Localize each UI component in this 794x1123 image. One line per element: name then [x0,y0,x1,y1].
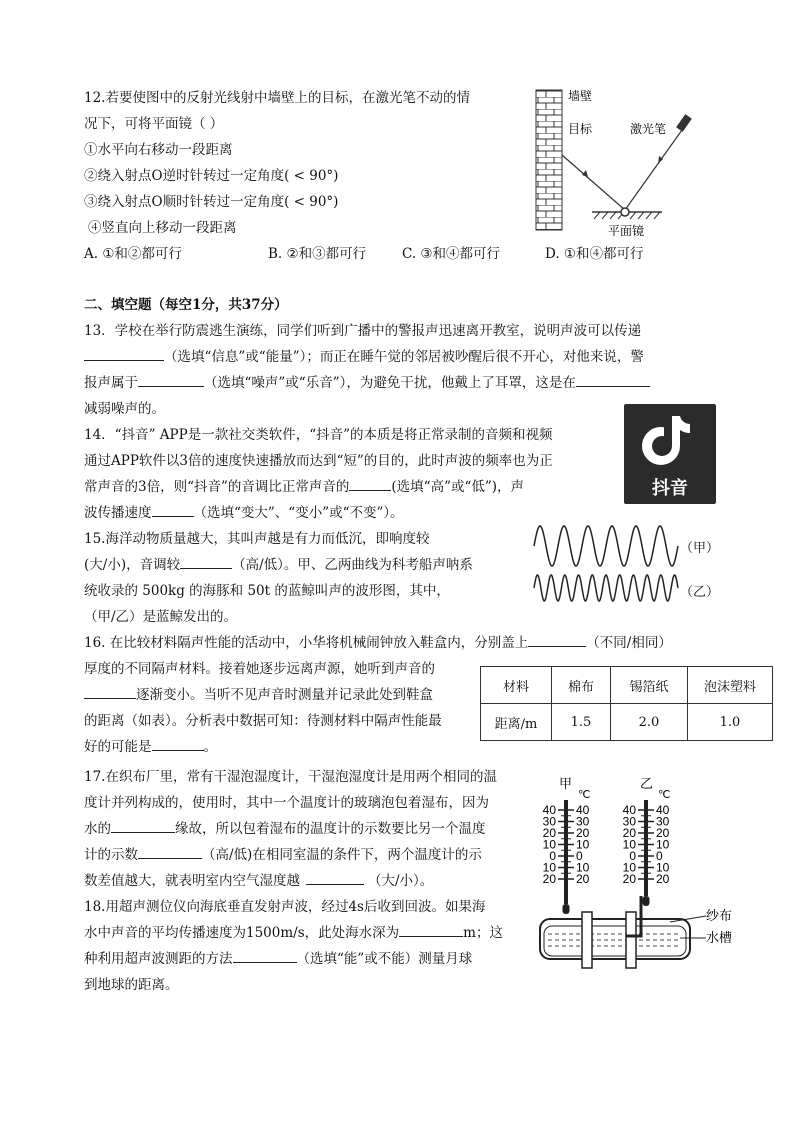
q13-line3: 报声属于 （选填“噪声”或“乐音”），为避免干扰，他戴上了耳罩，这是在 [84,370,650,396]
q18-line1: 18.用超声测位仪向海底垂直发射声波，经过4s后收到回波。如果海 [84,899,486,915]
label-jia: （甲） [680,541,720,556]
tick-label: 10 [656,860,670,875]
q16-line5: 好的可能是 。 [84,734,217,760]
gauze-label: 纱布 [706,908,733,923]
laser-label: 激光笔 [630,122,667,136]
q13-line1: 13．学校在举行防震逃生演练，同学们听到广播中的警报声迅速离开教室，说明声波可以传递 [84,323,642,339]
tick-label: 10 [576,860,590,875]
q16-line3: 逐渐变小。当听不见声音时测量并记录此处到鞋盒 [84,682,433,708]
q12-item2: ②绕入射点O逆时针转过一定角度( < 90°) [84,168,339,184]
q14-line4: 波传播速度 （选填“变大”、“变小”或“不变”）。 [84,500,404,526]
q15-line3: 统收录的 500kg 的海豚和 50t 的蓝鲸叫声的波形图，其中， [84,583,450,599]
q17-blank2[interactable] [138,843,202,859]
hygrometer-figure [530,776,750,976]
q17-blank1[interactable] [111,817,175,833]
mirror-laser-figure [530,85,710,240]
mirror-label: 平面镜 [608,224,645,238]
q16-blank2[interactable] [84,683,136,699]
table-cell: 1.5 [552,704,611,741]
q17-blank3[interactable] [306,869,364,885]
q14-line3: 常声音的3倍，则“抖音”的音调比正常声音的 (选填“高”或“低”)，声 [84,474,524,500]
jia-unit: ℃ [578,789,591,801]
tick-label: 40 [656,803,670,817]
tick-label: 30 [576,814,590,829]
wall-label: 墙壁 [568,89,593,103]
q16-line2: 厚度的不同隔声材料。接着她逐步远离声源，她听到声音的 [84,661,435,677]
water-tank [540,919,690,959]
q12-line2: 况下，可将平面镜（ ） [84,116,224,132]
tick-label: 40 [622,803,636,817]
q13-blank3[interactable] [576,371,650,387]
q12-item1: ①水平向右移动一段距离 [84,142,233,158]
q15-line2: (大/小)，音调较 （高/低）。甲、乙两曲线为科考船声呐系 [84,552,473,578]
tick-label: 20 [656,872,670,886]
waveform-yi [534,575,678,601]
q18-line2: 水中声音的平均传播速度为1500m/s，此处海水深为 m；这 [84,920,503,946]
tank-label: 水槽 [706,930,733,945]
brick-wall [536,90,562,230]
q12-option-d: D. ①和④都可行 [545,246,644,262]
q15-blank2[interactable] [180,553,232,569]
douyin-logo [624,404,716,504]
table-cell: 1.0 [688,704,773,741]
q18-blank2[interactable] [233,947,297,963]
q12-option-c: C. ③和④都可行 [402,246,501,262]
music-note-icon [624,404,716,474]
tick-label: 20 [656,826,670,840]
q17-line1: 17.在织布厂里，常有干湿泡湿度计，干湿泡湿度计是用两个相同的温 [84,769,497,785]
q14-line2: 通过APP软件以3倍的速度快速播放而达到“短”的目的，此时声波的频率也为正 [84,453,553,469]
q13-line4: 减弱噪声的。 [84,401,165,417]
q17-line4: 计的示数 （高/低)在相同室温的条件下，两个温度计的示 [84,842,482,868]
tick-label: 10 [542,860,556,875]
table-header: 棉布 [552,667,611,704]
q12-item3: ③绕入射点O顺时针转过一定角度( < 90°) [84,194,339,210]
tick-label: 0 [576,849,583,863]
waveform-jia [534,526,678,566]
tick-label: 10 [542,837,556,852]
tick-label: 20 [622,872,636,886]
table-header: 锡箔纸 [611,667,688,704]
tick-label: 30 [656,814,670,829]
q12-options [84,241,644,267]
q13-blank2[interactable] [138,371,204,387]
tick-label: 0 [549,849,556,863]
q12-item4: ④竖直向上移动一段距离 [88,220,237,236]
q12-option-b: B. ②和③都可行 [268,246,367,262]
table-cell: 2.0 [611,704,688,741]
q18-line4: 到地球的距离。 [84,977,179,993]
thermometer-bulb [563,904,570,914]
thermometer-tube [644,800,648,896]
tick-label: 10 [622,837,636,852]
tick-label: 40 [542,803,556,817]
label-yi: （乙） [680,585,720,600]
q16-line4: 的距离（如表）。分析表中数据可知：待测材料中隔声性能最 [84,713,442,729]
tick-label: 20 [542,826,556,840]
q18-blank1[interactable] [399,921,463,937]
tick-label: 0 [656,849,663,863]
jia-label: 甲 [559,776,573,791]
douyin-logo-text: 抖音 [652,478,688,499]
table-row [481,667,773,704]
q15-line1: 15.海洋动物质量越大，其叫声越是有力而低沉，即响度较 [84,531,430,547]
tick-label: 30 [622,814,636,829]
material-table [480,666,773,741]
tick-label: 10 [656,837,670,852]
section2-title: 二、填空题（每空1分，共37分） [84,297,288,313]
tick-label: 30 [542,814,556,829]
target-label: 目标 [568,122,593,136]
q15-line4: （甲/乙）是蓝鲸发出的。 [84,609,238,625]
table-row [481,704,773,741]
table-header: 材料 [481,667,552,704]
q13-blank1[interactable] [84,345,164,361]
q17-line2: 度计并列构成的，使用时，其中一个温度计的玻璃泡包着湿布，因为 [84,795,489,811]
thermometer-bulb [643,896,650,906]
laser-pen-icon [676,114,692,132]
q13-line2: （选填“信息”或“能量”）；而正在睡午觉的邻居被吵醒后很不开心，对他来说，警 [84,344,644,370]
q17-line3: 水的 缘故，所以包着湿布的温度计的示数要比另一个温度 [84,816,486,842]
q14-line1: 14．“抖音” APP是一款社交类软件，“抖音”的本质是将正常录制的音频和视频 [84,427,553,443]
q16-line1: 16. 在比较材料隔声性能的活动中，小华将机械闹钟放入鞋盒内，分别盖上 （不同/相同） [84,630,672,656]
tick-label: 10 [576,837,590,852]
tick-label: 20 [576,826,590,840]
q12-option-a: A. ①和②都可行 [84,246,182,262]
table-cell: 距离/m [481,704,552,741]
yi-unit: ℃ [658,789,671,801]
tick-label: 20 [576,872,590,886]
tick-label: 0 [629,849,636,863]
tick-label: 20 [622,826,636,840]
tick-label: 40 [576,803,590,817]
q18-line3: 种利用超声波测距的方法 （选填“能”或不能）测量月球 [84,946,472,972]
tick-label: 10 [622,860,636,875]
table-header: 泡沫塑料 [688,667,773,704]
q14-blank2[interactable] [152,501,194,517]
q12-line1: 12.若要使图中的反射光线射中墙壁上的目标，在激光笔不动的情 [84,90,470,106]
tick-label: 20 [542,872,556,886]
yi-label: 乙 [640,776,654,791]
q16-blank3[interactable] [152,735,204,751]
q14-blank1[interactable] [349,475,391,491]
q16-blank1[interactable] [528,631,586,647]
q17-line5: 数差值越大，就表明室内空气湿度越 （大/小）。 [84,868,433,894]
